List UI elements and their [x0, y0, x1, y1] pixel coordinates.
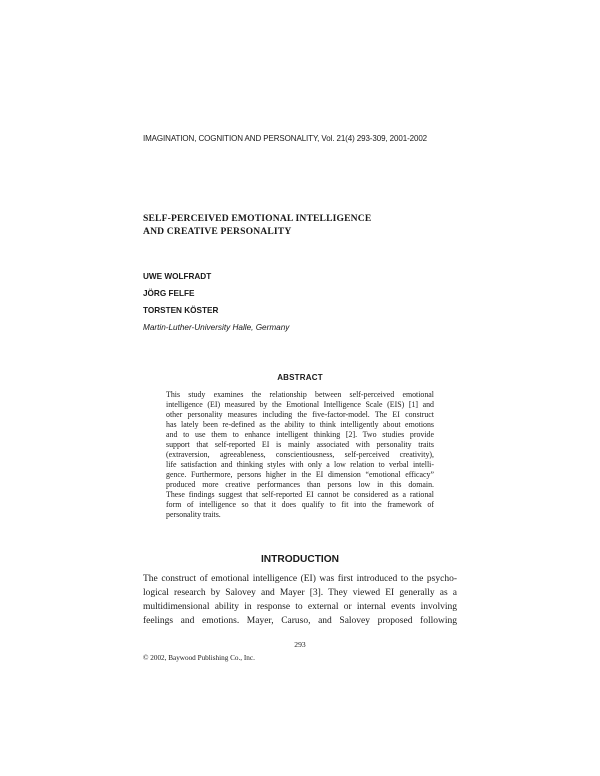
title-line: AND CREATIVE PERSONALITY	[143, 226, 292, 237]
abstract-line: personality traits.	[166, 510, 221, 519]
body-line: The construct of emotional intelligence (EI) was first introduced to the psycho-	[143, 574, 457, 584]
author-name: TORSTEN KÖSTER	[143, 306, 219, 315]
abstract-line: gence. Furthermore, persons higher in the EI dimension “emotional efficacy”	[166, 470, 434, 479]
abstract-line: form of intelligence so that it does qualify to fit into the framework of	[166, 500, 434, 509]
abstract-line: This study examines the relationship between self-perceived emotional	[166, 390, 434, 399]
abstract-line: life satisfaction and thinking styles with only a low relation to verbal intelli-	[166, 460, 434, 469]
body-line: feelings and emotions. Mayer, Caruso, and Salovey proposed following	[143, 616, 457, 626]
abstract-line: (extraversion, agreeableness, conscientiousness, self-perceived creativity),	[166, 450, 434, 459]
introduction-heading: INTRODUCTION	[260, 554, 340, 565]
abstract-line: intelligence (EI) measured by the Emotional Intelligence Scale (EIS) [1] and	[166, 400, 434, 409]
abstract-line: support that self-reported EI is mainly associated with personality traits	[166, 440, 434, 449]
body-line: multidimensional ability in response to external or internal events involving	[143, 602, 457, 612]
abstract-line: and to use them to enhance intelligent thinking [2]. Two studies provide	[166, 430, 434, 439]
journal-header: IMAGINATION, COGNITION AND PERSONALITY, Vol. 21(4) 293-309, 2001-2002	[143, 134, 428, 143]
title-line: SELF-PERCEIVED EMOTIONAL INTELLIGENCE	[143, 213, 372, 224]
abstract-line: other personality measures including the five-factor-model. The EI construct	[166, 410, 434, 419]
abstract-line: produced more creative performances than persons low in this domain.	[166, 480, 434, 489]
body-line: logical research by Salovey and Mayer [3]. They viewed EI generally as a	[143, 588, 457, 598]
abstract-line: These findings suggest that self-reported EI cannot be considered as a rational	[166, 490, 434, 499]
page-number: 293	[294, 640, 306, 649]
author-name: UWE WOLFRADT	[143, 272, 212, 281]
copyright-notice: © 2002, Baywood Publishing Co., Inc.	[143, 654, 255, 662]
abstract-heading: ABSTRACT	[277, 373, 323, 382]
affiliation: Martin-Luther-University Halle, Germany	[143, 323, 290, 332]
author-name: JÖRG FELFE	[143, 289, 195, 298]
abstract-line: has lately been re-defined as the ability to think intelligently about emotions	[166, 420, 434, 429]
